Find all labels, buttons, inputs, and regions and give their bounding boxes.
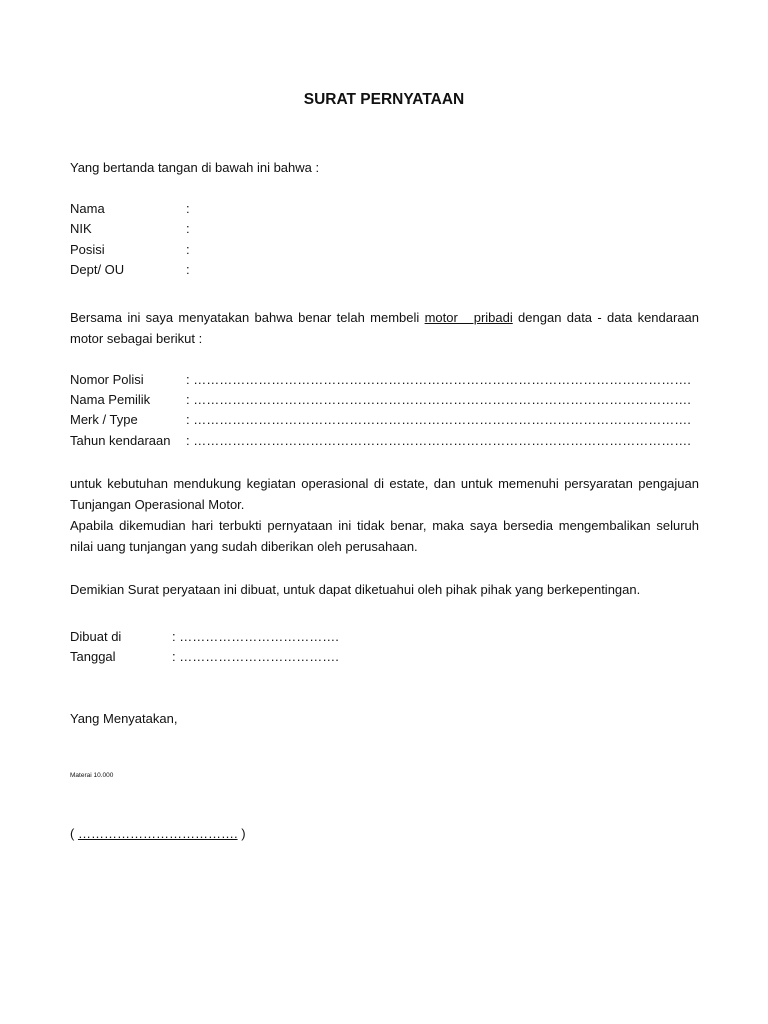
- field-value-dibuat-di: : ……………………………….: [172, 629, 339, 644]
- field-value-posisi: :: [186, 242, 190, 257]
- purpose-paragraph: untuk kebutuhan mendukung kegiatan operasional di estate, dan untuk memenuhi persyaratan pengajuan Tunjangan Operasional Motor.: [70, 476, 699, 512]
- document-title: SURAT PERNYATAAN: [303, 91, 465, 108]
- signature-blank-line: ……………………………….: [77, 826, 238, 841]
- stamp-note: Materai 10.000: [70, 772, 114, 779]
- field-value-tanggal: : ……………………………….: [172, 649, 339, 664]
- signature-name-line: [70, 824, 246, 844]
- field-label-posisi: Posisi: [70, 242, 105, 257]
- field-label-tanggal: Tanggal: [70, 649, 116, 664]
- field-value-nomor-polisi: : …………………………………………………………………………………………………….: [186, 372, 691, 387]
- refund-paragraph: Apabila dikemudian hari terbukti pernyataan ini tidak benar, maka saya bersedia mengembalikan seluruh nilai uang tunjangan yang sudah diberikan oleh perusahaan.: [70, 518, 699, 554]
- field-value-nik: :: [186, 221, 190, 236]
- intro-text: Yang bertanda tangan di bawah ini bahwa :: [70, 160, 320, 175]
- field-value-nama: :: [186, 201, 190, 216]
- field-value-nama-pemilik: : …………………………………………………………………………………………………….: [186, 392, 691, 407]
- signature-open-paren: (: [70, 826, 78, 841]
- statement-underlined: motor pribadi: [424, 310, 513, 325]
- statement-after: dengan data - data kendaraan motor sebagai berikut :: [70, 310, 700, 346]
- field-label-nama: Nama: [70, 201, 105, 216]
- signature-close-paren: ): [237, 826, 246, 841]
- statement-paragraph: [70, 307, 699, 349]
- signature-label: Yang Menyatakan,: [70, 711, 178, 726]
- field-label-dibuat-di: Dibuat di: [70, 629, 122, 644]
- field-value-dept: :: [186, 262, 190, 277]
- field-label-nama-pemilik: Nama Pemilik: [70, 392, 151, 407]
- field-label-nomor-polisi: Nomor Polisi: [70, 372, 144, 387]
- field-label-nik: NIK: [70, 221, 92, 236]
- field-label-tahun-kendaraan: Tahun kendaraan: [70, 433, 171, 448]
- field-value-merk-type: : …………………………………………………………………………………………………….: [186, 412, 691, 427]
- statement-before: Bersama ini saya menyatakan bahwa benar telah membeli: [70, 310, 425, 325]
- closing-text: Demikian Surat peryataan ini dibuat, untuk dapat diketuahui oleh pihak pihak yang berkepentingan.: [70, 582, 641, 597]
- field-value-tahun-kendaraan: : …………………………………………………………………………………………………….: [186, 433, 691, 448]
- field-label-dept: Dept/ OU: [70, 262, 125, 277]
- field-label-merk-type: Merk / Type: [70, 412, 138, 427]
